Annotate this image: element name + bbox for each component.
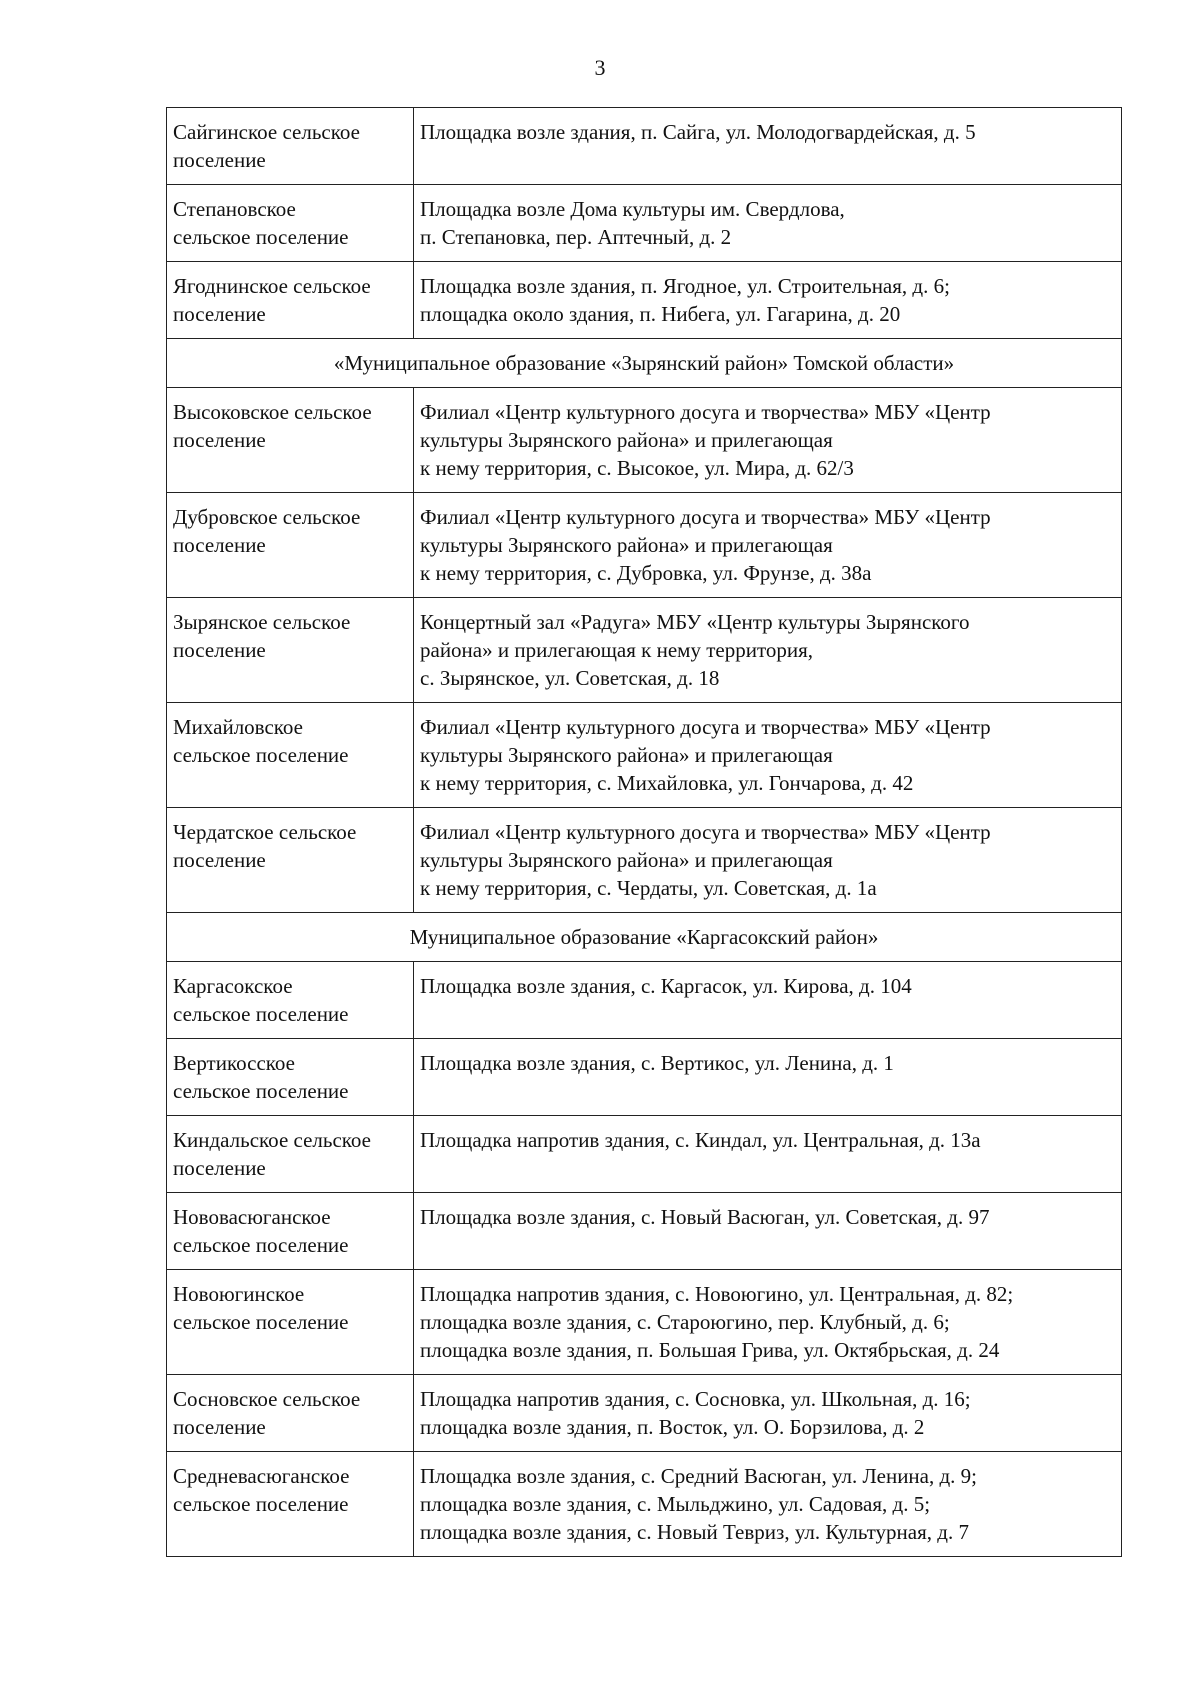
table-row: [167, 262, 1122, 339]
settlement-cell: Вертикосское сельское поселение: [167, 1039, 414, 1116]
table-body: [167, 108, 1122, 1557]
settlement-cell: Михайловское сельское поселение: [167, 703, 414, 808]
page-number: 3: [594, 55, 606, 80]
location-cell: Филиал «Центр культурного досуга и творчества» МБУ «Центр культуры Зырянского района» и прилегающая к нему территория, с. Дубровка, ул. Фрунзе, д. 38а: [414, 493, 1122, 598]
settlement-cell: Ягоднинское сельское поселение: [167, 262, 414, 339]
location-cell: Площадка напротив здания, с. Сосновка, ул. Школьная, д. 16; площадка возле здания, п. Восток, ул. О. Борзилова, д. 2: [414, 1375, 1122, 1452]
table-row: [167, 1270, 1122, 1375]
settlement-cell: Сосновское сельское поселение: [167, 1375, 414, 1452]
location-cell: Площадка возле здания, п. Сайга, ул. Молодогвардейская, д. 5: [414, 108, 1122, 185]
settlement-cell: Нововасюганское сельское поселение: [167, 1193, 414, 1270]
settlement-cell: Дубровское сельское поселение: [167, 493, 414, 598]
table-row: [167, 962, 1122, 1039]
table-row: [167, 1193, 1122, 1270]
table-row: [167, 1116, 1122, 1193]
location-cell: Площадка возле здания, с. Средний Васюган, ул. Ленина, д. 9; площадка возле здания, с. Мыльджино, ул. Садовая, д. 5; площадка возле здания, с. Новый Тевриз, ул. Культурная, д. 7: [414, 1452, 1122, 1557]
table-row: [167, 493, 1122, 598]
settlement-cell: Каргасокское сельское поселение: [167, 962, 414, 1039]
section-title: «Муниципальное образование «Зырянский район» Томской области»: [167, 339, 1122, 388]
locations-table: [166, 107, 1122, 1557]
table-row: [167, 185, 1122, 262]
settlement-cell: Новоюгинское сельское поселение: [167, 1270, 414, 1375]
settlement-cell: Зырянское сельское поселение: [167, 598, 414, 703]
section-title: Муниципальное образование «Каргасокский район»: [167, 913, 1122, 962]
settlement-cell: Средневасюганское сельское поселение: [167, 1452, 414, 1557]
table-row: [167, 703, 1122, 808]
table-row: [167, 108, 1122, 185]
settlement-cell: Киндальское сельское поселение: [167, 1116, 414, 1193]
location-cell: Площадка возле Дома культуры им. Свердлова, п. Степановка, пер. Аптечный, д. 2: [414, 185, 1122, 262]
table-row: [167, 598, 1122, 703]
section-header-row: [167, 913, 1122, 962]
location-cell: Площадка возле здания, п. Ягодное, ул. Строительная, д. 6; площадка около здания, п. Нибега, ул. Гагарина, д. 20: [414, 262, 1122, 339]
table-row: [167, 1039, 1122, 1116]
section-header-row: [167, 339, 1122, 388]
location-cell: Площадка возле здания, с. Вертикос, ул. Ленина, д. 1: [414, 1039, 1122, 1116]
location-cell: Площадка напротив здания, с. Новоюгино, ул. Центральная, д. 82; площадка возле здания, с. Староюгино, пер. Клубный, д. 6; площадка возле здания, п. Большая Грива, ул. Октябрьская, д. 24: [414, 1270, 1122, 1375]
table-row: [167, 388, 1122, 493]
location-cell: Филиал «Центр культурного досуга и творчества» МБУ «Центр культуры Зырянского района» и прилегающая к нему территория, с. Михайловка, ул. Гончарова, д. 42: [414, 703, 1122, 808]
settlement-cell: Степановское сельское поселение: [167, 185, 414, 262]
table-row: [167, 1452, 1122, 1557]
location-cell: Концертный зал «Радуга» МБУ «Центр культуры Зырянского района» и прилегающая к нему территория, с. Зырянское, ул. Советская, д. 18: [414, 598, 1122, 703]
location-cell: Площадка возле здания, с. Каргасок, ул. Кирова, д. 104: [414, 962, 1122, 1039]
settlement-cell: Сайгинское сельское поселение: [167, 108, 414, 185]
settlement-cell: Высоковское сельское поселение: [167, 388, 414, 493]
location-cell: Площадка напротив здания, с. Киндал, ул. Центральная, д. 13а: [414, 1116, 1122, 1193]
table-row: [167, 808, 1122, 913]
location-cell: Филиал «Центр культурного досуга и творчества» МБУ «Центр культуры Зырянского района» и прилегающая к нему территория, с. Чердаты, ул. Советская, д. 1а: [414, 808, 1122, 913]
location-cell: Площадка возле здания, с. Новый Васюган, ул. Советская, д. 97: [414, 1193, 1122, 1270]
settlement-cell: Чердатское сельское поселение: [167, 808, 414, 913]
table-row: [167, 1375, 1122, 1452]
location-cell: Филиал «Центр культурного досуга и творчества» МБУ «Центр культуры Зырянского района» и прилегающая к нему территория, с. Высокое, ул. Мира, д. 62/3: [414, 388, 1122, 493]
